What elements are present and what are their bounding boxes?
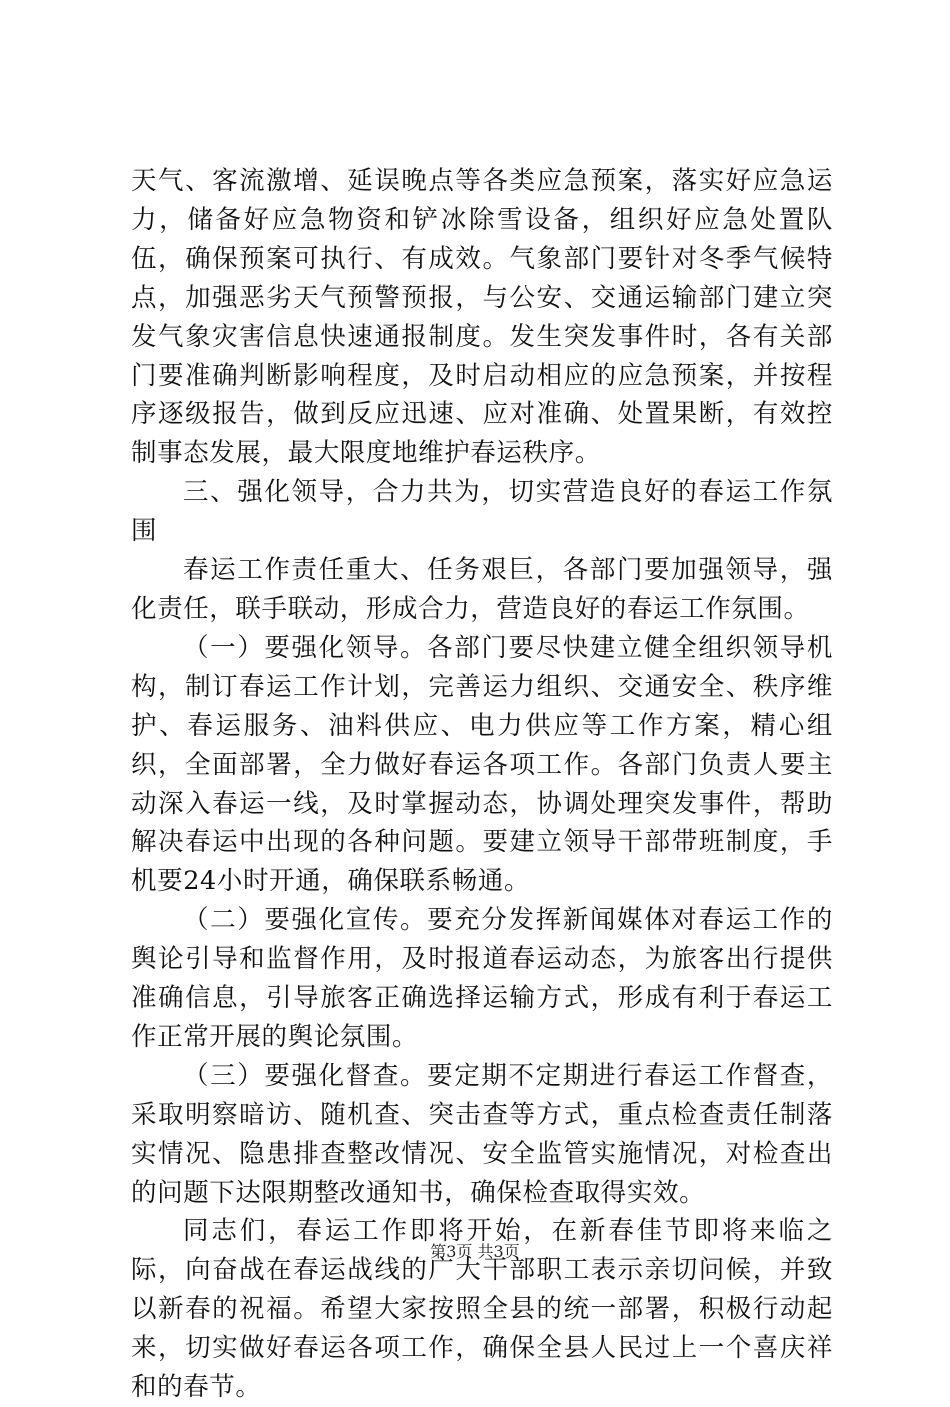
section-heading: 三、强化领导，合力共为，切实营造良好的春运工作氛围	[131, 477, 833, 547]
closing-paragraph: 同志们，春运工作即将开始，在新春佳节即将来临之际，向奋战在春运战线的广大干部职工表示亲切问候，并致以新春的祝福。希望大家按照全县的统一部署，积极行动起来，切实做好春运各项工作，确保全县人民过上一个喜庆祥和的春节。	[131, 1216, 833, 1403]
paragraph-item-1: （一）要强化领导。各部门要尽快建立健全组织领导机构，制订春运工作计划，完善运力组织、交通安全、秩序维护、春运服务、油料供应、电力供应等工作方案，精心组织，全面部署，全力做好春运各项工作。各部门负责人要主动深入春运一线，及时掌握动态，协调处理突发事件，帮助解决春运中出现的各种问题。要建立领导干部带班制度，手机要24小时开通，确保联系畅通。	[131, 632, 833, 897]
paragraph-continuation: 天气、客流激增、延误晚点等各类应急预案，落实好应急运力，储备好应急物资和铲冰除雪设备，组织好应急处置队伍，确保预案可执行、有成效。气象部门要针对冬季气候特点，加强恶劣天气预警预报，与公安、交通运输部门建立突发气象灾害信息快速通报制度。发生突发事件时，各有关部门要准确判断影响程度，及时启动相应的应急预案，并按程序逐级报告，做到反应迅速、应对准确、处置果断，有效控制事态发展，最大限度地维护春运秩序。	[131, 166, 833, 469]
document-body	[131, 162, 833, 1407]
section-intro-paragraph: 春运工作责任重大、任务艰巨，各部门要加强领导，强化责任，联手联动，形成合力，营造良好的春运工作氛围。	[131, 555, 833, 624]
paragraph-item-2: （二）要强化宣传。要充分发挥新闻媒体对春运工作的舆论引导和监督作用，及时报道春运动态，为旅客出行提供准确信息，引导旅客正确选择运输方式，形成有利于春运工作正常开展的舆论氛围。	[131, 905, 833, 1052]
paragraph-item-3: （三）要强化督查。要定期不定期进行春运工作督查，采取明察暗访、随机查、突击查等方式，重点检查责任制落实情况、隐患排查整改情况、安全监管实施情况，对检查出的问题下达限期整改通知书，确保检查取得实效。	[131, 1060, 833, 1208]
page-number-footer: 第3页 共3页	[430, 1242, 520, 1261]
